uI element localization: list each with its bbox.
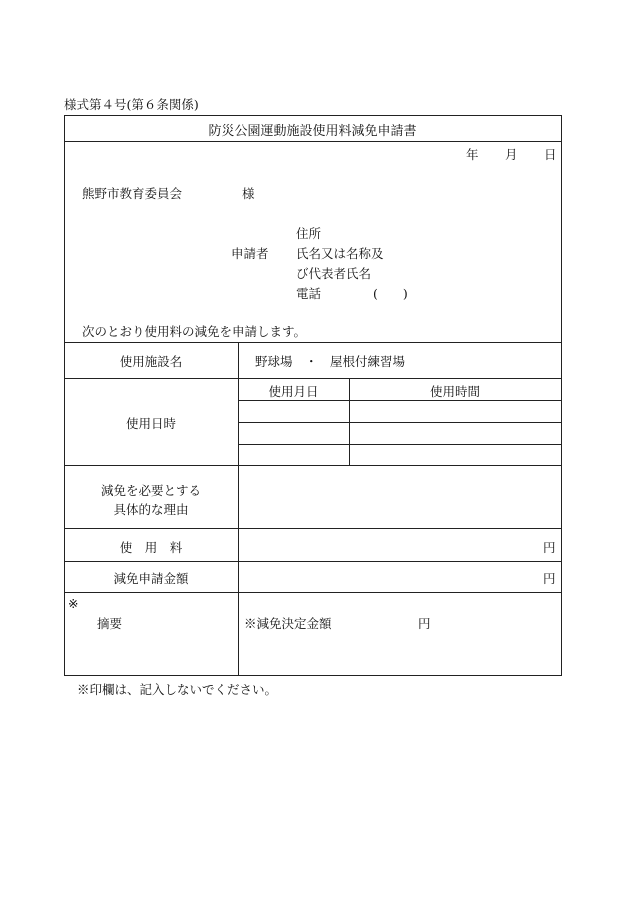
row-divider-datetime: [64, 465, 561, 466]
datetime-header-divider: [238, 400, 561, 401]
applicant-name-line1: 氏名又は名称及: [296, 246, 384, 261]
applicant-name-line2: び代表者氏名: [296, 266, 372, 281]
date-year: 年: [466, 147, 479, 162]
fee-unit: 円: [543, 540, 556, 555]
intro-text: 次のとおり使用料の減免を申請します。: [82, 324, 307, 339]
footnote: ※印欄は、記入しないでください。: [77, 682, 278, 697]
frame-top: [64, 115, 561, 116]
date-column-header: 使用月日: [268, 384, 319, 399]
frame-right: [561, 115, 562, 675]
title-divider: [64, 141, 561, 142]
reason-label-line2: 具体的な理由: [113, 502, 189, 517]
decided-amount-unit: 円: [418, 616, 431, 631]
fee-label: 使 用 料: [119, 540, 183, 555]
datetime-row-divider-2: [238, 444, 561, 445]
official-use-mark: ※: [68, 596, 79, 611]
facility-label: 使用施設名: [119, 354, 183, 369]
time-column-header: 使用時間: [429, 384, 480, 399]
applicant-phone: 電話: [296, 286, 322, 301]
form-title: 防災公園運動施設使用料減免申請書: [208, 124, 417, 139]
datetime-label: 使用日時: [125, 416, 176, 431]
form-number: 様式第４号(第６条関係): [64, 97, 199, 112]
frame-left: [64, 115, 65, 675]
datetime-row-divider-1: [238, 422, 561, 423]
reason-label-line1: 減免を必要とする: [100, 483, 201, 498]
applicant-address: 住所: [296, 226, 322, 241]
table-top: [64, 342, 561, 343]
row-divider-fee: [64, 561, 561, 562]
frame-bottom: [64, 675, 562, 676]
date-day: 日: [544, 147, 557, 162]
request-amount-label: 減免申請金額: [113, 571, 189, 586]
summary-label: 摘要: [97, 616, 123, 631]
decided-amount-label: ※減免決定金額: [244, 616, 332, 631]
request-amount-unit: 円: [543, 571, 556, 586]
date-month: 月: [505, 147, 518, 162]
honorific: 様: [242, 186, 255, 201]
addressee: 熊野市教育委員会: [82, 186, 183, 201]
row-divider-request: [64, 592, 561, 593]
row-divider-reason: [64, 528, 561, 529]
row-divider-facility: [64, 378, 561, 379]
applicant-label: 申請者: [231, 246, 269, 261]
applicant-phone-parens: ( ): [373, 286, 408, 301]
facility-value: 野球場 ・ 屋根付練習場: [255, 354, 406, 369]
